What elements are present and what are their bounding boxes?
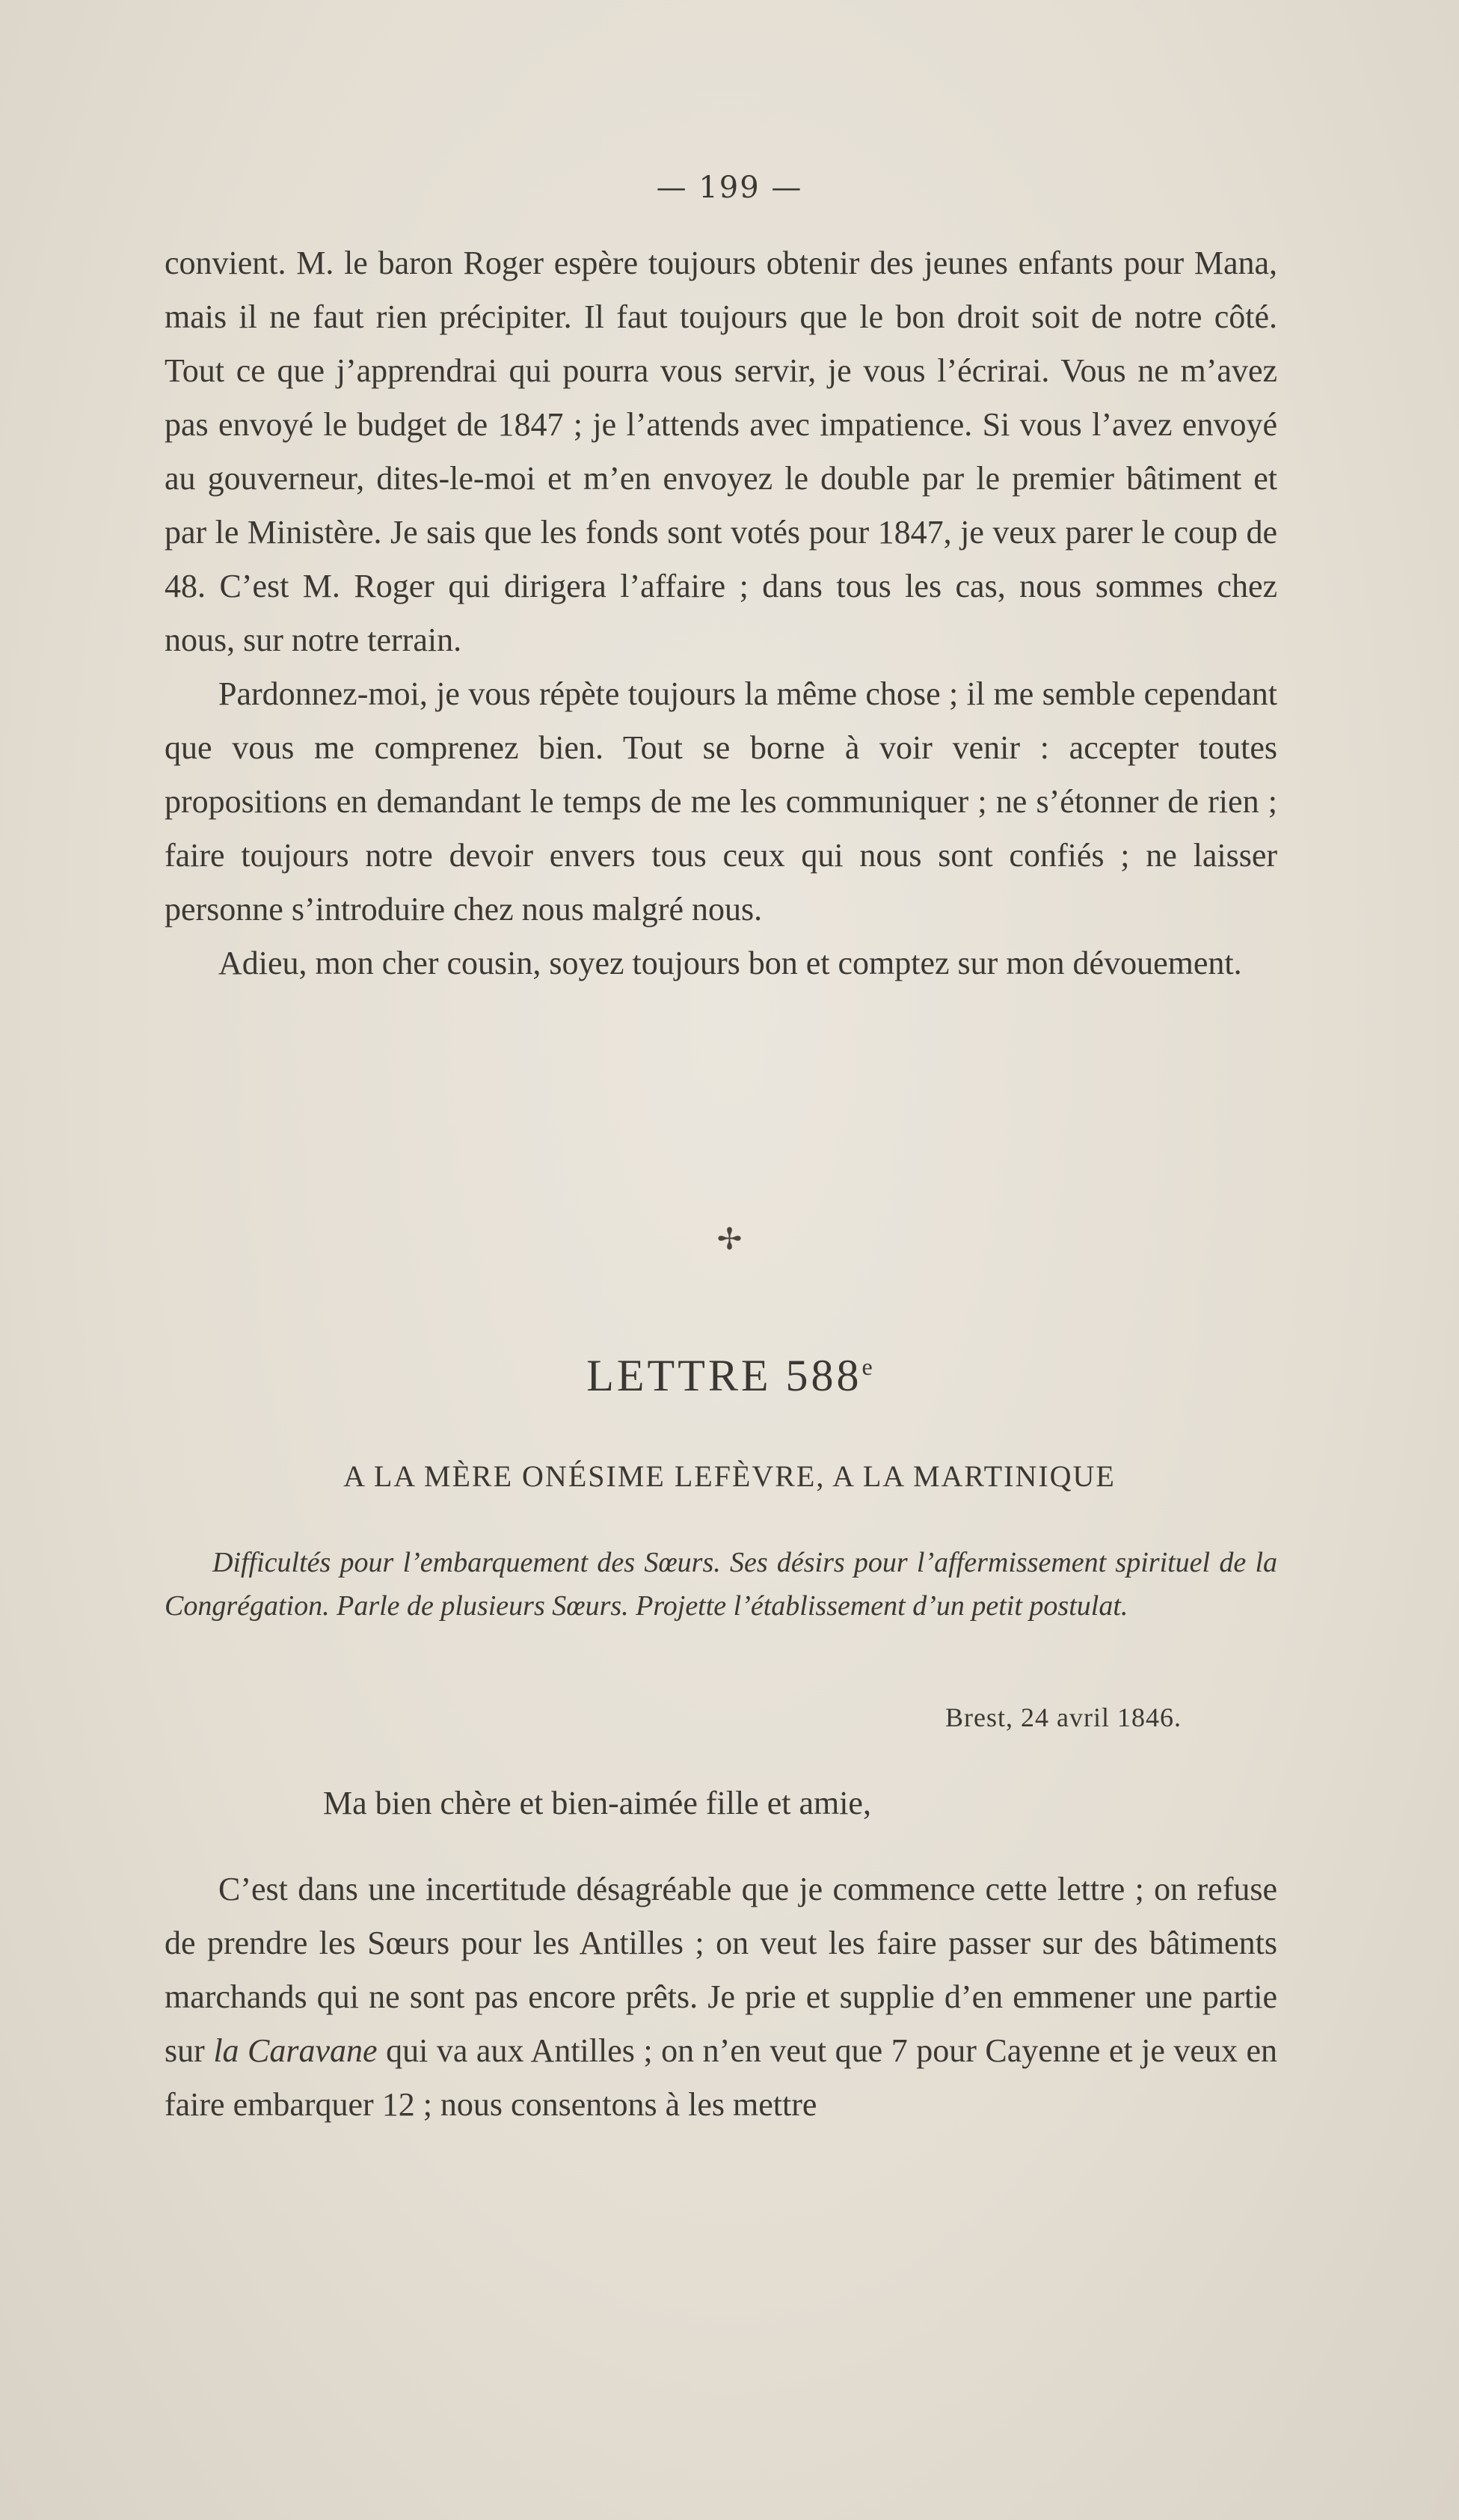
ornament-icon: ✢ xyxy=(716,1222,743,1257)
letter-body xyxy=(165,1863,1277,2132)
letter-summary: Difficultés pour l’embarquement des Sœurs. Ses désirs pour l’affermissement spirituel de la Congrégation. Parle de plusieurs Sœurs. Projette l’établissement d’un petit postulat. xyxy=(165,1547,1277,1622)
letter-title-text: LETTRE 588 xyxy=(586,1351,862,1400)
page-number: — 199 — xyxy=(656,171,803,205)
paragraph: Adieu, mon cher cousin, soyez toujours bon et comptez sur mon dévouement. xyxy=(218,945,1242,981)
letter-recipient: A LA MÈRE ONÉSIME LEFÈVRE, A LA MARTINIQUE xyxy=(343,1459,1116,1493)
letter-title xyxy=(0,1350,1459,1402)
letter-title-suffix: e xyxy=(861,1353,873,1380)
paragraph xyxy=(165,1863,1277,2132)
body-text: qui va aux Antilles ; on n’en veut que 7 pour Cayenne et je veux en faire embarquer 12 ; nous consentons à les mettre xyxy=(165,2032,1278,2123)
previous-letter-ending xyxy=(165,236,1277,990)
paragraph: Pardonnez-moi, je vous répète toujours la même chose ; il me semble cependant que vous me comprenez bien. Tout se borne à voir venir : accepter toutes propositions en demandant le temps de me les communiquer ; ne s’étonner de rien ; faire toujours notre devoir envers tous ceux qui nous sont confiés ; ne laisser personne s’introduire chez nous malgré nous. xyxy=(165,675,1277,928)
ship-name: la Caravane xyxy=(213,2032,378,2069)
paragraph: convient. M. le baron Roger espère toujours obtenir des jeunes enfants pour Mana, mais il ne faut rien précipiter. Il faut toujours que le bon droit soit de notre côté. Tout ce que j’apprendrai qui pourra vous servir, je vous l’écrirai. Vous ne m’avez pas envoyé le budget de 1847 ; je l’attends avec impatience. Si vous l’avez envoyé au gouverneur, dites-le-moi et m’en envoyez le double par le premier bâtiment et par le Ministère. Je sais que les fonds sont votés pour 1847, je veux parer le coup de 48. C’est M. Roger qui dirigera l’affaire ; dans tous les cas, nous sommes chez nous, sur notre terrain. xyxy=(165,245,1277,658)
letter-dateline: Brest, 24 avril 1846. xyxy=(945,1702,1182,1732)
letter-salutation: Ma bien chère et bien-aimée fille et amie, xyxy=(323,1785,871,1821)
body-text: C’est dans une incertitude désagréable que je commence cette lettre ; on refuse de prendre les Sœurs pour les Antilles ; on veut les faire passer sur des bâtiments marchands qui ne sont pas encore prêts. Je prie et supplie d’en emmener une partie sur xyxy=(165,1871,1277,2069)
